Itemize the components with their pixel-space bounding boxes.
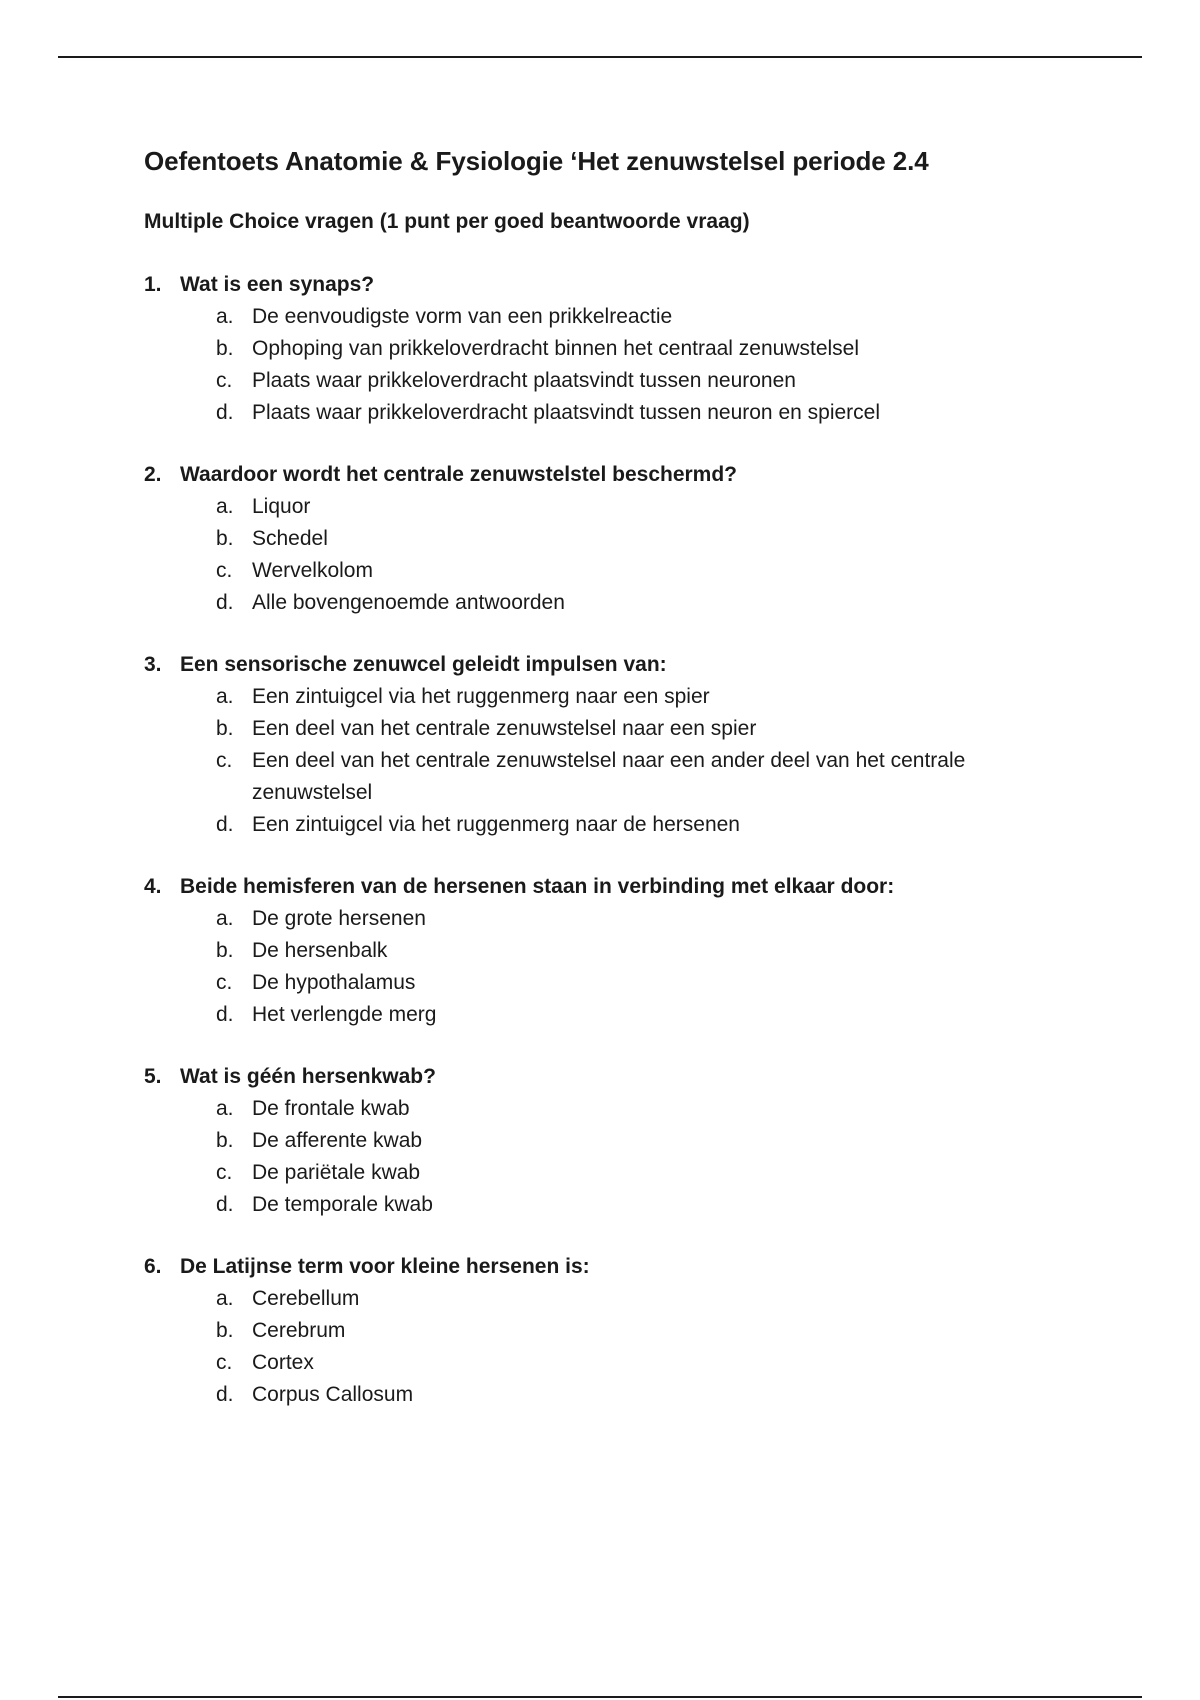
question-heading [144, 871, 1064, 903]
answer-options [144, 1283, 1064, 1411]
answer-option [216, 1347, 1064, 1379]
option-letter: c. [216, 1351, 233, 1374]
answer-option [216, 903, 1064, 935]
option-letter: b. [216, 1129, 234, 1152]
question-5 [144, 1061, 1064, 1221]
question-number: 3. [144, 653, 162, 676]
option-text: Liquor [252, 495, 311, 518]
option-letter: d. [216, 591, 234, 614]
document-title: Oefentoets Anatomie & Fysiologie ‘Het zenuwstelsel periode 2.4 [144, 146, 929, 176]
option-text: Ophoping van prikkeloverdracht binnen het centraal zenuwstelsel [252, 337, 860, 360]
question-3 [144, 649, 1064, 841]
option-text: De grote hersenen [252, 907, 426, 930]
option-letter: b. [216, 939, 234, 962]
option-text: De eenvoudigste vorm van een prikkelreactie [252, 305, 673, 328]
option-text: Een zintuigcel via het ruggenmerg naar de hersenen [252, 813, 740, 836]
answer-option [216, 713, 1064, 745]
question-number: 1. [144, 273, 162, 296]
question-6 [144, 1251, 1064, 1411]
answer-option [216, 587, 1064, 619]
answer-option [216, 999, 1064, 1031]
question-number: 5. [144, 1065, 162, 1088]
option-text: Alle bovengenoemde antwoorden [252, 591, 565, 614]
question-1 [144, 269, 1064, 429]
question-number: 6. [144, 1255, 162, 1278]
question-text: Wat is géén hersenkwab? [180, 1065, 436, 1088]
answer-option [216, 365, 1064, 397]
option-letter: b. [216, 1319, 234, 1342]
question-text: Beide hemisferen van de hersenen staan in verbinding met elkaar door: [180, 875, 895, 898]
option-text: Een zintuigcel via het ruggenmerg naar een spier [252, 685, 710, 708]
option-text: De pariëtale kwab [252, 1161, 421, 1184]
answer-option [216, 1315, 1064, 1347]
option-text: De temporale kwab [252, 1193, 433, 1216]
question-4 [144, 871, 1064, 1031]
option-letter: a. [216, 1287, 234, 1310]
question-text: Een sensorische zenuwcel geleidt impulsen van: [180, 653, 667, 676]
answer-option [216, 809, 1064, 841]
answer-option [216, 1093, 1064, 1125]
option-letter: a. [216, 305, 234, 328]
question-2 [144, 459, 1064, 619]
document-body [144, 144, 1064, 1441]
answer-option [216, 935, 1064, 967]
answer-option [216, 523, 1064, 555]
answer-option [216, 397, 1064, 429]
question-number: 2. [144, 463, 162, 486]
answer-options [144, 681, 1064, 841]
question-heading [144, 269, 1064, 301]
option-letter: c. [216, 971, 233, 994]
header-rule [58, 56, 1142, 58]
option-text: De frontale kwab [252, 1097, 410, 1120]
option-letter: c. [216, 1161, 233, 1184]
answer-option [216, 555, 1064, 587]
answer-option [216, 745, 1064, 809]
option-letter: c. [216, 559, 233, 582]
option-letter: b. [216, 337, 234, 360]
option-text: Het verlengde merg [252, 1003, 437, 1026]
option-letter: a. [216, 1097, 234, 1120]
answer-option [216, 1379, 1064, 1411]
option-text: Plaats waar prikkeloverdracht plaatsvindt tussen neuron en spiercel [252, 401, 881, 424]
option-letter: b. [216, 527, 234, 550]
answer-option [216, 967, 1064, 999]
answer-option [216, 333, 1064, 365]
answer-option [216, 1157, 1064, 1189]
option-letter: a. [216, 495, 234, 518]
question-text: Wat is een synaps? [180, 273, 375, 296]
question-text: Waardoor wordt het centrale zenuwstelstel beschermd? [180, 463, 738, 486]
answer-option [216, 1189, 1064, 1221]
answer-option [216, 491, 1064, 523]
question-list [144, 269, 1064, 1411]
option-text: Corpus Callosum [252, 1383, 414, 1406]
answer-options [144, 491, 1064, 619]
option-text: Plaats waar prikkeloverdracht plaatsvindt tussen neuronen [252, 369, 796, 392]
option-text: De afferente kwab [252, 1129, 423, 1152]
option-letter: a. [216, 685, 234, 708]
option-text: Schedel [252, 527, 328, 550]
question-number: 4. [144, 875, 162, 898]
option-letter: c. [216, 749, 233, 772]
answer-option [216, 1125, 1064, 1157]
question-heading [144, 1061, 1064, 1093]
answer-option [216, 1283, 1064, 1315]
option-text: Een deel van het centrale zenuwstelsel naar een spier [252, 717, 757, 740]
footer-rule [58, 1696, 1142, 1698]
answer-options [144, 1093, 1064, 1221]
answer-options [144, 903, 1064, 1031]
option-letter: d. [216, 1003, 234, 1026]
answer-options [144, 301, 1064, 429]
question-heading [144, 649, 1064, 681]
option-text: De hypothalamus [252, 971, 416, 994]
option-text: Cerebellum [252, 1287, 360, 1310]
section-subtitle: Multiple Choice vragen (1 punt per goed beantwoorde vraag) [144, 210, 750, 233]
option-letter: c. [216, 369, 233, 392]
option-text: Cortex [252, 1351, 314, 1374]
option-text: Een deel van het centrale zenuwstelsel naar een ander deel van het centrale zenuwstelsel [252, 749, 966, 804]
question-text: De Latijnse term voor kleine hersenen is: [180, 1255, 590, 1278]
option-letter: d. [216, 1383, 234, 1406]
answer-option [216, 681, 1064, 713]
option-letter: b. [216, 717, 234, 740]
question-heading [144, 1251, 1064, 1283]
answer-option [216, 301, 1064, 333]
option-letter: a. [216, 907, 234, 930]
option-text: Cerebrum [252, 1319, 346, 1342]
option-text: Wervelkolom [252, 559, 373, 582]
option-letter: d. [216, 813, 234, 836]
question-heading [144, 459, 1064, 491]
option-letter: d. [216, 401, 234, 424]
option-text: De hersenbalk [252, 939, 388, 962]
option-letter: d. [216, 1193, 234, 1216]
